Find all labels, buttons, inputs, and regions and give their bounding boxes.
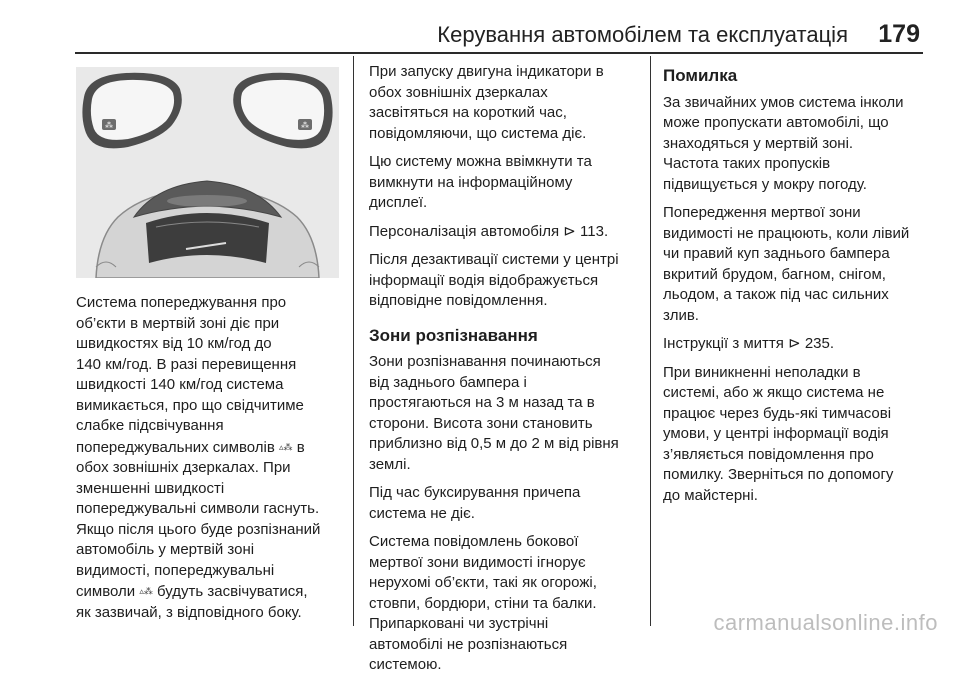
svg-text:⁂: ⁂ — [105, 121, 113, 130]
section-heading: Зони розпізнавання — [369, 325, 538, 345]
blind-spot-symbol-icon: ▵⁂ — [279, 441, 293, 452]
header-rule — [75, 52, 923, 54]
arrow-icon: ⊳ — [563, 222, 576, 240]
blind-spot-mirror-figure — [76, 67, 339, 278]
caption-line: символи ▵⁂ будуть засвічуватися, — [76, 583, 308, 600]
column-1 — [76, 293, 346, 623]
figure-caption — [76, 293, 346, 623]
page-header — [0, 18, 960, 52]
car-illustration — [76, 67, 339, 278]
caption-line: вимикається, про що свідчитиме — [76, 396, 304, 414]
column-divider — [353, 56, 354, 626]
paragraph: Система повідомлень бокової мертвої зони видимості ігнорує нерухомі об’єкти, такі як огорожі, стовпи, бордюри, стіни та балки. Припарковані чи зустрічні автомобілі не розпізнаються системою. — [369, 533, 597, 673]
watermark: carmanualsonline.info — [713, 610, 938, 635]
section-title: Керування автомобілем та експлуатація — [437, 22, 848, 47]
paragraph: Після дезактивації системи у центрі інформації водія відображується відповідне повідомлення. — [369, 251, 619, 309]
paragraph: Попередження мертвої зони видимості не працюють, коли лівий чи правий куп заднього бампера вкритий брудом, багном, снігом, льодом, а також під час сильних злив. — [663, 204, 910, 324]
paragraph: Зони розпізнавання починаються від заднього бампера і простягаються на 3 м назад та в сторони. Висота зони становить приблизно від 0,5 м до 2 м від рівня землі. — [369, 353, 619, 473]
caption-line: обох зовнішніх дзеркалах. При — [76, 459, 291, 476]
caption-line: попереджувальних символів ▵⁂ в — [76, 438, 305, 456]
svg-text:⁂: ⁂ — [301, 121, 309, 130]
arrow-icon: ⊳ — [788, 335, 801, 352]
caption-line: автомобіль у мертвій зоні — [76, 541, 255, 558]
caption-line: Система попереджування про — [76, 294, 287, 311]
column-2 — [369, 62, 644, 684]
page-number: 179 — [878, 20, 920, 48]
cross-reference[interactable]: Персоналізація автомобіля ⊳ 113. — [369, 222, 609, 240]
paragraph: Під час буксирування причепа система не діє. — [369, 484, 581, 522]
blind-spot-symbol-icon: ▵⁂ — [139, 586, 153, 596]
column-3 — [663, 66, 953, 514]
caption-line: 140 км/год. В разі перевищення — [76, 355, 297, 373]
caption-line: слабке підсвічування — [76, 417, 224, 434]
paragraph: При запуску двигуна індикатори в обох зовнішніх дзеркалах засвітяться на короткий час, повідомляючи, що система діє. — [369, 63, 604, 142]
paragraph: Цю систему можна ввімкнути та вимкнути на інформаційному дисплеї. — [369, 153, 592, 211]
caption-line: Якщо після цього буде розпізнаний — [76, 520, 321, 538]
caption-line: видимості, попереджувальні — [76, 561, 275, 579]
caption-line: як зазвичай, з відповідного боку. — [76, 603, 302, 621]
caption-line: попереджувальні символи гаснуть. — [76, 500, 320, 517]
paragraph: За звичайних умов система інколи може пропускати автомобілі, що знаходяться у мертвій зоні. Частота таких пропусків підвищується у мокру погоду. — [663, 93, 904, 193]
caption-line: об’єкти в мертвій зоні діє при — [76, 314, 280, 332]
cross-reference[interactable]: Інструкції з миття ⊳ 235. — [663, 335, 835, 352]
caption-line: швидкостях від 10 км/год до — [76, 335, 272, 352]
caption-line: швидкості 140 км/год система — [76, 376, 284, 393]
paragraph: При виникненні неполадки в системі, або ж якщо система не працює через будь-які тимчасові умови, у центрі інформації водія з’являється повідомлення про помилку. Зверніться по допомогу до майстерні. — [663, 363, 894, 504]
caption-line: зменшенні швидкості — [76, 479, 225, 497]
section-heading: Помилка — [663, 66, 738, 85]
column-divider — [650, 56, 651, 626]
